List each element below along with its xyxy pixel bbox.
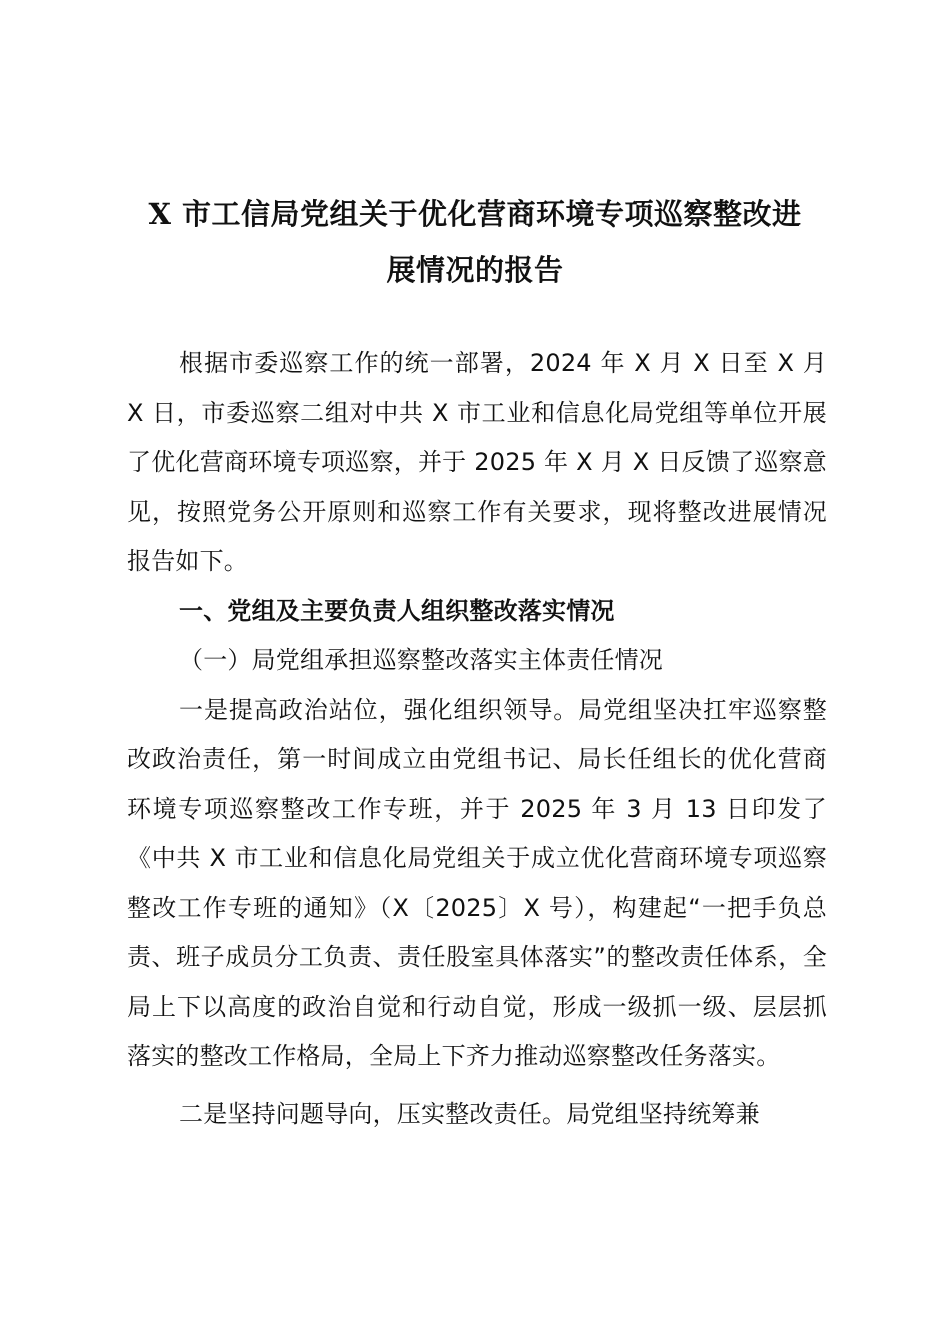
intro-paragraph: 根据市委巡察工作的统一部署，2024 年 X 月 X 日至 X 月 X 日，市委巡察二组对中共 X 市工业和信息化局党组等单位开展了优化营商环境专项巡察，并于 2025 年 X 月 X 日反馈了巡察意见，按照党务公开原则和巡察工作有关要求，现将整改进展情况报告如下。 bbox=[127, 349, 827, 575]
point-1-paragraph: 一是提高政治站位，强化组织领导。局党组坚决扛牢巡察整改政治责任，第一时间成立由党组书记、局长任组长的优化营商环境专项巡察整改工作专班，并于 2025 年 3 月 13 日印发了《中共 X 市工业和信息化局党组关于成立优化营商环境专项巡察整改工作专班的通知》（X〔2025〕X 号），构建起“一把手负总责、班子成员分工负责、责任股室具体落实”的整改责任体系，全局上下以高度的政治自觉和行动自觉，形成一级抓一级、层层抓落实的整改工作格局，全局上下齐力推动巡察整改任务落实。 bbox=[127, 695, 827, 1070]
title-line-2: 展情况的报告 bbox=[386, 253, 564, 287]
paragraph-gap bbox=[127, 1082, 827, 1090]
section-heading-1: 一、党组及主要负责人组织整改落实情况 bbox=[179, 596, 615, 625]
document-title bbox=[120, 186, 830, 298]
point-2-paragraph: 二是坚持问题导向，压实整改责任。局党组坚持统筹兼 bbox=[179, 1099, 760, 1128]
title-line-1: X 市工信局党组关于优化营商环境专项巡察整改进 bbox=[148, 197, 802, 231]
subsection-heading-1: （一）局党组承担巡察整改落实主体责任情况 bbox=[179, 646, 663, 674]
document-body bbox=[127, 339, 827, 1139]
